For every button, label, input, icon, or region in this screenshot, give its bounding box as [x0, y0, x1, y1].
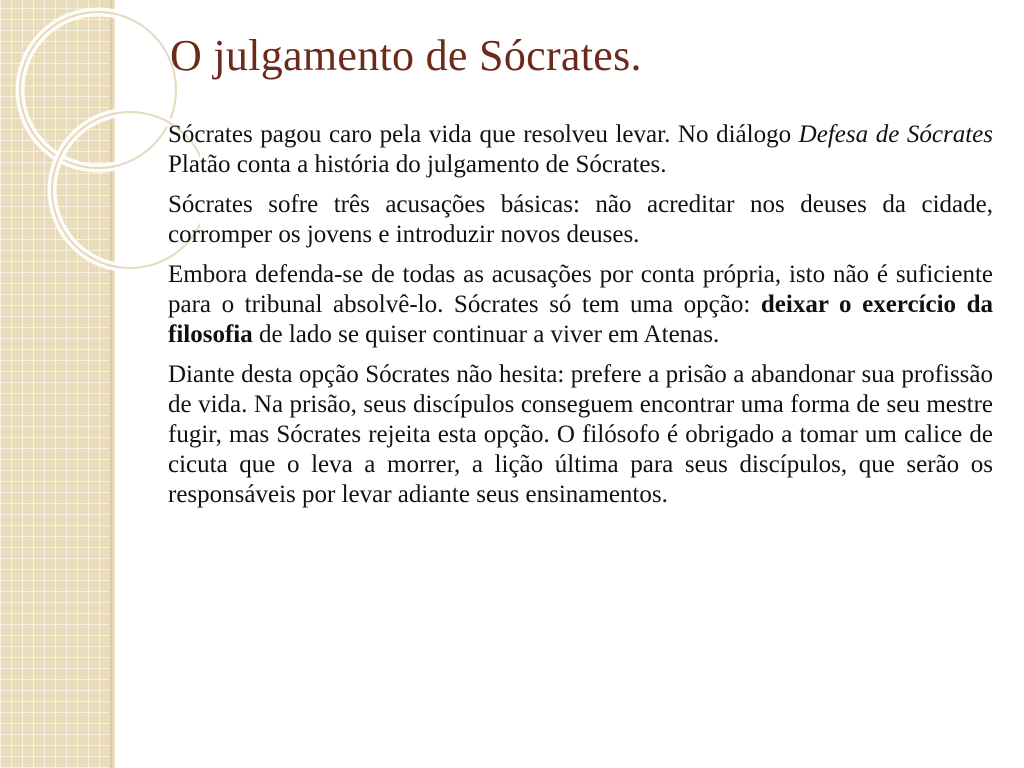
- paragraph-1-text-end: Platão conta a história do julgamento de Sócrates.: [168, 151, 667, 178]
- paragraph-1-italic-title: Defesa de Sócrates: [798, 121, 993, 148]
- paragraph-3-text-end: de lado se quiser continuar a viver em Atenas.: [252, 321, 720, 348]
- slide-body: [168, 120, 993, 520]
- paragraph-1: [168, 120, 993, 180]
- slide-title: O julgamento de Sócrates.: [170, 31, 642, 80]
- paragraph-4: Diante desta opção Sócrates não hesita: prefere a prisão a abandonar sua profissão de vida. Na prisão, seus discípulos conseguem encontrar uma forma de seu mestre fugir, mas Sócrates rejeita esta opção. O filósofo é obrigado a tomar um calice de cicuta que o leva a morrer, a lição última para seus discípulos, que serão os responsáveis por levar adiante seus ensinamentos.: [168, 361, 993, 508]
- paragraph-3-bold-phrase: deixar o exercício da filosofia: [168, 291, 993, 348]
- paragraph-1-text-start: Sócrates pagou caro pela vida que resolveu levar. No diálogo: [168, 121, 799, 148]
- paragraph-3: [168, 260, 993, 350]
- paragraph-3-text-start: Embora defenda-se de todas as acusações por conta própria, isto não é suficiente para o tribunal absolvê-lo. Sócrates só tem uma opção:: [168, 261, 993, 318]
- paragraph-2: Sócrates sofre três acusações básicas: não acreditar nos deuses da cidade, corromper os jovens e introduzir novos deuses.: [168, 191, 993, 248]
